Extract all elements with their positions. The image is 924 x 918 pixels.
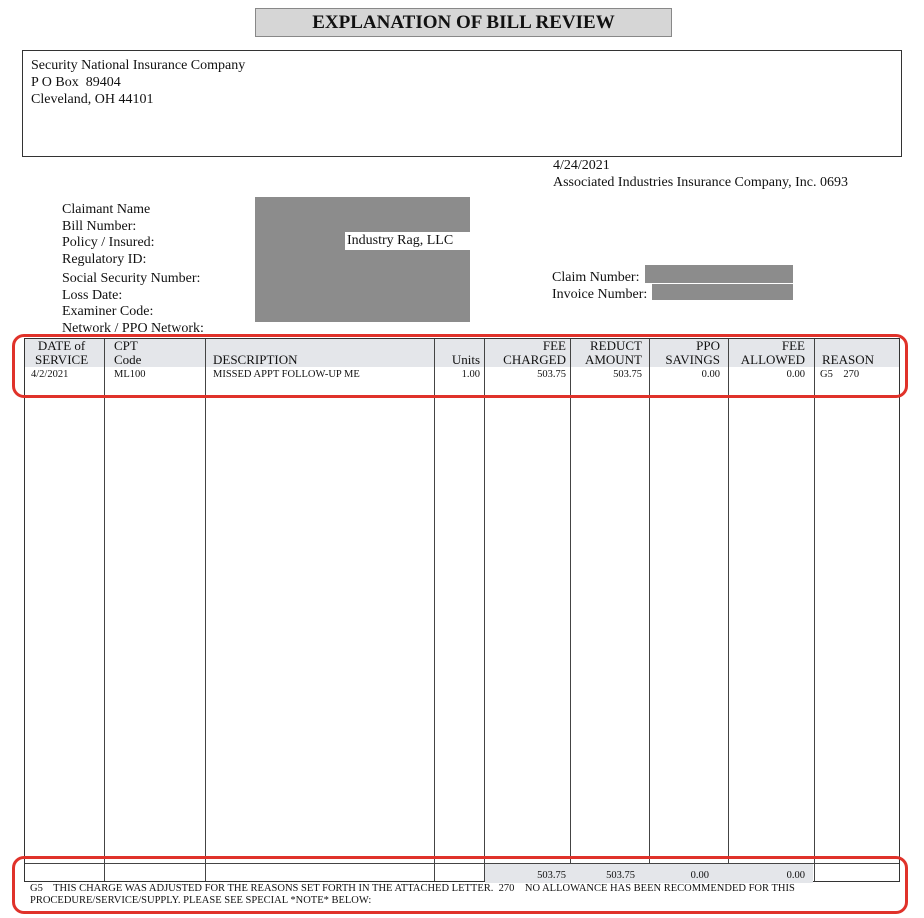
label-loss: Loss Date: xyxy=(62,287,123,303)
header-ppo-savings: PPO SAVINGS xyxy=(665,338,720,367)
claimant-info-labels xyxy=(62,202,204,337)
insured-name: Industry Rag, LLC xyxy=(347,233,454,248)
redaction xyxy=(255,250,470,322)
cell-reduct-amount: 503.75 xyxy=(613,369,642,380)
header-fee-charged: FEE CHARGED xyxy=(503,338,566,367)
total-fee-charged: 503.75 xyxy=(537,870,566,881)
highlight-box xyxy=(12,856,908,914)
highlight-box xyxy=(12,334,908,398)
address-box xyxy=(22,50,902,157)
cell-fee-allowed: 0.00 xyxy=(786,369,805,380)
redaction xyxy=(255,232,345,250)
label-examiner: Examiner Code: xyxy=(62,304,154,319)
bill-table xyxy=(24,338,900,882)
cell-cpt: ML100 xyxy=(114,369,146,380)
header-reduct-amount: REDUCT AMOUNT xyxy=(584,338,642,367)
address-line: Cleveland, OH 44101 xyxy=(31,92,154,107)
header-date: DATE of SERVICE xyxy=(35,338,89,367)
header-fee-allowed: FEE ALLOWED xyxy=(740,338,805,367)
redaction xyxy=(645,265,793,283)
total-fee-allowed: 0.00 xyxy=(786,870,805,881)
company: Associated Industries Insurance Company, Inc. 0693 xyxy=(553,175,848,190)
total-ppo-savings: 0.00 xyxy=(690,870,709,881)
reason-note: G5 THIS CHARGE WAS ADJUSTED FOR THE REASONS SET FORTH IN THE ATTACHED LETTER. 270 NO ALLOWANCE HAS BEEN RECOMMENDED FOR THIS PROCEDURE/SERVICE/SUPPLY. PLEASE SEE SPECIAL *NOTE* BELOW: xyxy=(30,883,798,906)
cell-date: 4/2/2021 xyxy=(31,369,69,380)
label-invoice: Invoice Number: xyxy=(552,287,648,302)
redaction xyxy=(652,284,793,300)
cell-description: MISSED APPT FOLLOW-UP ME xyxy=(213,369,360,380)
header-reason: REASON xyxy=(822,352,875,367)
label-policy: Policy / Insured: xyxy=(62,235,155,250)
total-reduct-amount: 503.75 xyxy=(606,870,635,881)
label-ssn: Social Security Number: xyxy=(62,271,201,286)
cell-reason: G5 270 xyxy=(820,369,860,380)
label-claimant: Claimant Name xyxy=(62,202,151,217)
label-bill: Bill Number: xyxy=(62,218,137,234)
label-regulatory: Regulatory ID: xyxy=(62,251,147,267)
cell-ppo-savings: 0.00 xyxy=(701,369,720,380)
address-line: P O Box 89404 xyxy=(31,75,121,90)
cell-units: 1.00 xyxy=(461,369,480,380)
document-title: EXPLANATION OF BILL REVIEW xyxy=(255,8,672,37)
redaction xyxy=(255,197,470,232)
label-network: Network / PPO Network: xyxy=(62,320,204,336)
label-claim: Claim Number: xyxy=(552,270,640,285)
cell-fee-charged: 503.75 xyxy=(537,369,566,380)
header-units: Units xyxy=(451,352,480,367)
address-line: Security National Insurance Company xyxy=(31,58,246,73)
header-cpt: CPT Code xyxy=(114,338,142,367)
date: 4/24/2021 xyxy=(553,158,610,173)
header-description: DESCRIPTION xyxy=(213,352,298,367)
